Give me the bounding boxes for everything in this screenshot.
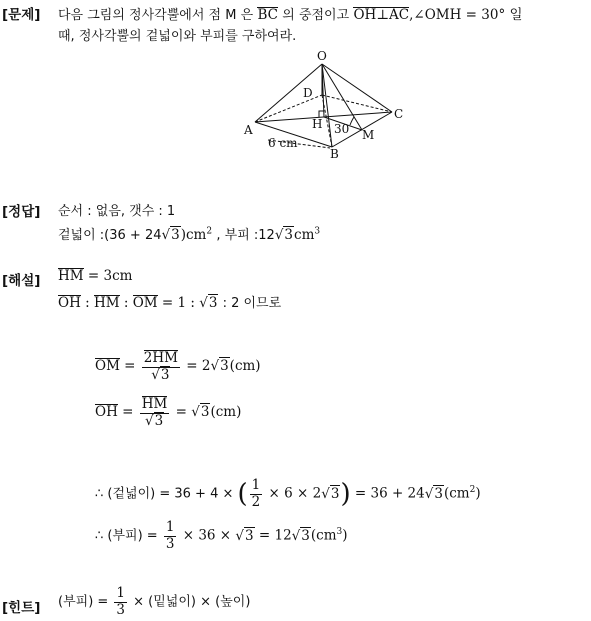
label-M: M [362,128,375,142]
label-D: D [303,86,313,100]
label-B: B [330,147,339,161]
hint-equation: (부피) = $\frac{1}{3}$ × (밑넓이) × (높이) [58,585,251,618]
label-C: C [394,107,404,121]
edge-label: 6 cm [268,136,298,150]
hint-label: [힌트] [2,600,41,616]
label-A: A [244,123,253,137]
answer-line-1: 순서 : 없음, 갯수 : 1 [58,204,176,219]
answer-line-2: 겉넓이 :(36 + $24√3)cm^2$ , 부피 $:12√3cm^3$ [58,226,321,243]
label-O: O [317,49,327,63]
area-equation: ∴ (겉넓이) = 36 + 4 × ( $\frac{1}{2}$ × $6 \times 2√3) = 36 + 24√3(cm^2)$ [95,477,481,510]
problem-line-1: 다음 그림의 정사각뿔에서 점 M 은 BC 의 중점이고 OH⊥AC,∠OMH = 30° 일 [58,7,523,23]
volume-equation: ∴ (부피) = $\frac{1}{3}$ × $36 \times √3 = 12√3(cm^3)$ [95,519,348,552]
problem-line-2: 때, 정사각뿔의 겉넓이와 부피를 구하여라. [58,29,297,44]
answer-label: [정답] [2,204,41,220]
om-equation: OM = $\frac{2HM}{√3}$ = 2√3(cm) [95,350,261,383]
angle-label: 30 [334,122,350,136]
ratio-line: OH : HM : OM = 1 : √3 : 2 이므로 [58,295,282,311]
problem-label: [문제] [2,7,41,23]
hm-line: HM = 3cm [58,268,133,284]
solution-label: [해설] [2,273,41,289]
label-H: H [312,117,323,131]
oh-equation: OH = $\frac{HM}{√3}$ = √3(cm) [95,396,242,429]
